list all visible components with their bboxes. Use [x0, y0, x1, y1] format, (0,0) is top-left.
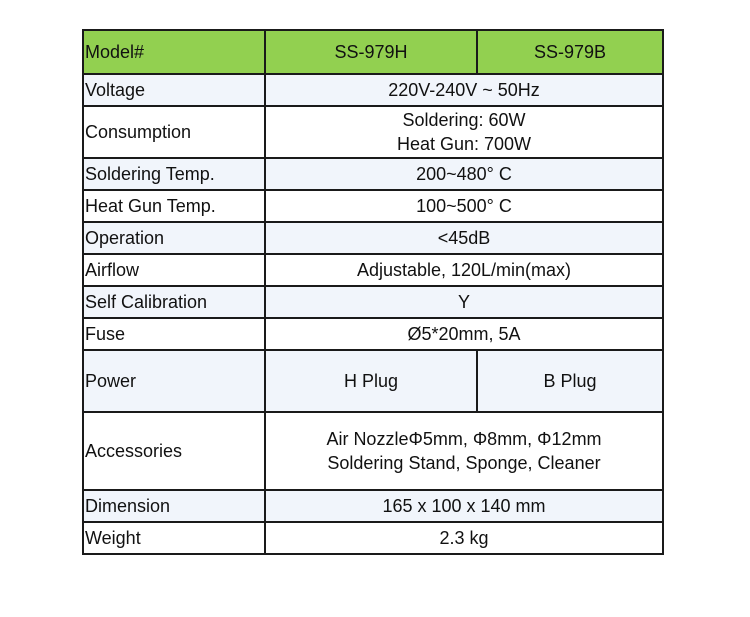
- operation-value: <45dB: [265, 222, 663, 254]
- consumption-line-soldering: Soldering: 60W: [402, 110, 526, 130]
- operation-row: [83, 222, 663, 254]
- voltage-value: 220V-240V ~ 50Hz: [265, 74, 663, 106]
- self-calibration-label: Self Calibration: [83, 286, 265, 318]
- voltage-row: [83, 74, 663, 106]
- fuse-value: Ø5*20mm, 5A: [265, 318, 663, 350]
- soldering-temp-label: Soldering Temp.: [83, 158, 265, 190]
- heat-gun-temp-value: 100~500° C: [265, 190, 663, 222]
- fuse-label: Fuse: [83, 318, 265, 350]
- self-calibration-row: [83, 286, 663, 318]
- operation-label: Operation: [83, 222, 265, 254]
- weight-label: Weight: [83, 522, 265, 554]
- accessories-line-stand: Soldering Stand, Sponge, Cleaner: [327, 453, 601, 473]
- consumption-value: [265, 106, 663, 158]
- weight-row: [83, 522, 663, 554]
- accessories-value: [265, 412, 663, 490]
- model-ss-979b: SS-979B: [477, 30, 663, 74]
- dimension-row: [83, 490, 663, 522]
- accessories-label: Accessories: [83, 412, 265, 490]
- consumption-label: Consumption: [83, 106, 265, 158]
- dimension-value: 165 x 100 x 140 mm: [265, 490, 663, 522]
- airflow-row: [83, 254, 663, 286]
- consumption-line-heat-gun: Heat Gun: 700W: [396, 134, 532, 154]
- power-b-plug: B Plug: [477, 350, 663, 412]
- airflow-value: Adjustable, 120L/min(max): [265, 254, 663, 286]
- self-calibration-value: Y: [265, 286, 663, 318]
- power-h-plug: H Plug: [265, 350, 477, 412]
- spec-table: [82, 29, 664, 555]
- model-header-label: Model#: [83, 30, 265, 74]
- soldering-temp-value: 200~480° C: [265, 158, 663, 190]
- weight-value: 2.3 kg: [265, 522, 663, 554]
- consumption-row: [83, 106, 663, 158]
- accessories-line-nozzles: Air NozzleΦ5mm, Φ8mm, Φ12mm: [326, 429, 602, 449]
- voltage-label: Voltage: [83, 74, 265, 106]
- dimension-label: Dimension: [83, 490, 265, 522]
- heat-gun-temp-label: Heat Gun Temp.: [83, 190, 265, 222]
- heat-gun-temp-row: [83, 190, 663, 222]
- fuse-row: [83, 318, 663, 350]
- airflow-label: Airflow: [83, 254, 265, 286]
- soldering-temp-row: [83, 158, 663, 190]
- accessories-row: [83, 412, 663, 490]
- model-ss-979h: SS-979H: [265, 30, 477, 74]
- power-label: Power: [83, 350, 265, 412]
- header-row: [83, 30, 663, 74]
- power-row: [83, 350, 663, 412]
